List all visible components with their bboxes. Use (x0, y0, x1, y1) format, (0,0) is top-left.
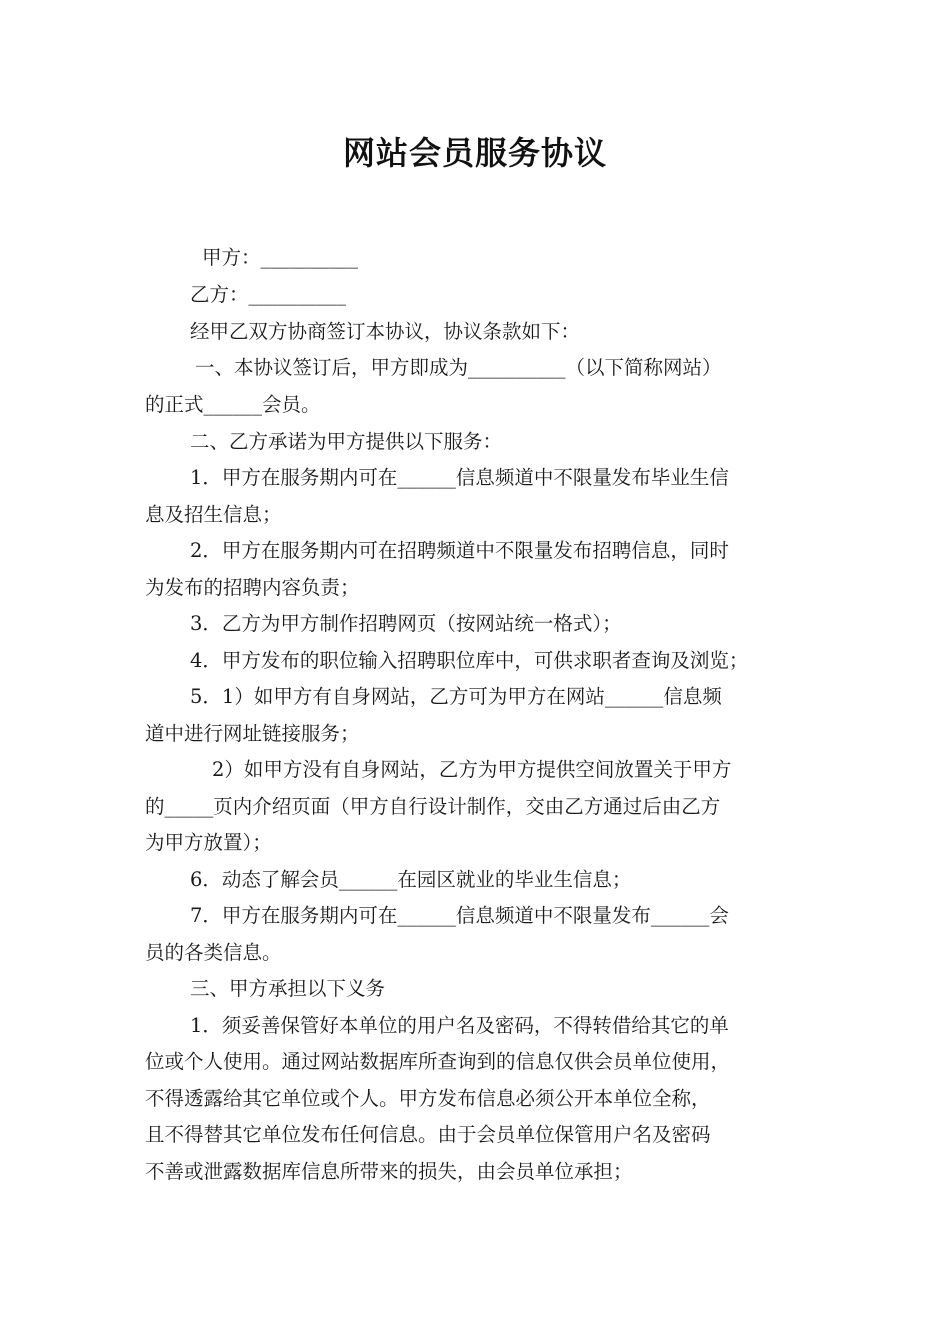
section-3-heading: 三、甲方承担以下义务 (190, 977, 386, 1000)
item-2-6-line: 6．动态了解会员______在园区就业的毕业生信息； (190, 868, 632, 891)
item-2-1-line-2: 息及招生信息； (145, 503, 282, 526)
item-2-5-sub-2-line-1: 2）如甲方没有自身网站，乙方为甲方提供空间放置关于甲方 (212, 758, 732, 781)
item-3-1-line-5: 不善或泄露数据库信息所带来的损失，由会员单位承担； (145, 1160, 633, 1183)
item-2-5-sub-2-line-2: 的_____页内介绍页面（甲方自行设计制作，交由乙方通过后由乙方 (145, 795, 721, 818)
intro-line: 经甲乙双方协商签订本协议，协议条款如下： (190, 320, 581, 343)
party-a-line: 甲方：__________ (202, 246, 359, 269)
section-2-heading: 二、乙方承诺为甲方提供以下服务： (190, 430, 503, 453)
item-2-7-line-1: 7．甲方在服务期内可在______信息频道中不限量发布______会 (190, 904, 729, 927)
item-3-1-line-2: 位或个人使用。通过网站数据库所查询到的信息仅供会员单位使用， (145, 1050, 731, 1073)
item-2-3-line: 3．乙方为甲方制作招聘网页（按网站统一格式）； (190, 612, 622, 635)
item-2-5-line-2: 道中进行网址链接服务； (145, 722, 360, 745)
item-3-1-line-4: 且不得替其它单位发布任何信息。由于会员单位保管用户名及密码 (145, 1123, 711, 1146)
item-2-2-line-1: 2．甲方在服务期内可在招聘频道中不限量发布招聘信息，同时 (190, 539, 729, 562)
item-2-7-line-2: 员的各类信息。 (145, 941, 282, 964)
item-2-1-line-1: 1．甲方在服务期内可在______信息频道中不限量发布毕业生信 (190, 466, 729, 489)
party-b-line: 乙方：__________ (190, 283, 347, 306)
item-3-1-line-3: 不得透露给其它单位或个人。甲方发布信息必须公开本单位全称， (145, 1087, 711, 1110)
item-2-5-sub-2-line-3: 为甲方放置）； (145, 831, 272, 854)
item-2-5-line-1: 5．1）如甲方有自身网站，乙方可为甲方在网站______信息频 (190, 685, 722, 708)
item-2-4-line: 4．甲方发布的职位输入招聘职位库中，可供求职者查询及浏览； (190, 649, 749, 672)
document-title: 网站会员服务协议 (342, 134, 607, 172)
item-3-1-line-1: 1．须妥善保管好本单位的用户名及密码，不得转借给其它的单 (190, 1014, 729, 1037)
clause-1-line-2: 的正式______会员。 (145, 393, 321, 416)
item-2-2-line-2: 为发布的招聘内容负责； (145, 576, 360, 599)
clause-1-line-1: 一、本协议签订后，甲方即成为__________（以下简称网站） (195, 356, 722, 379)
